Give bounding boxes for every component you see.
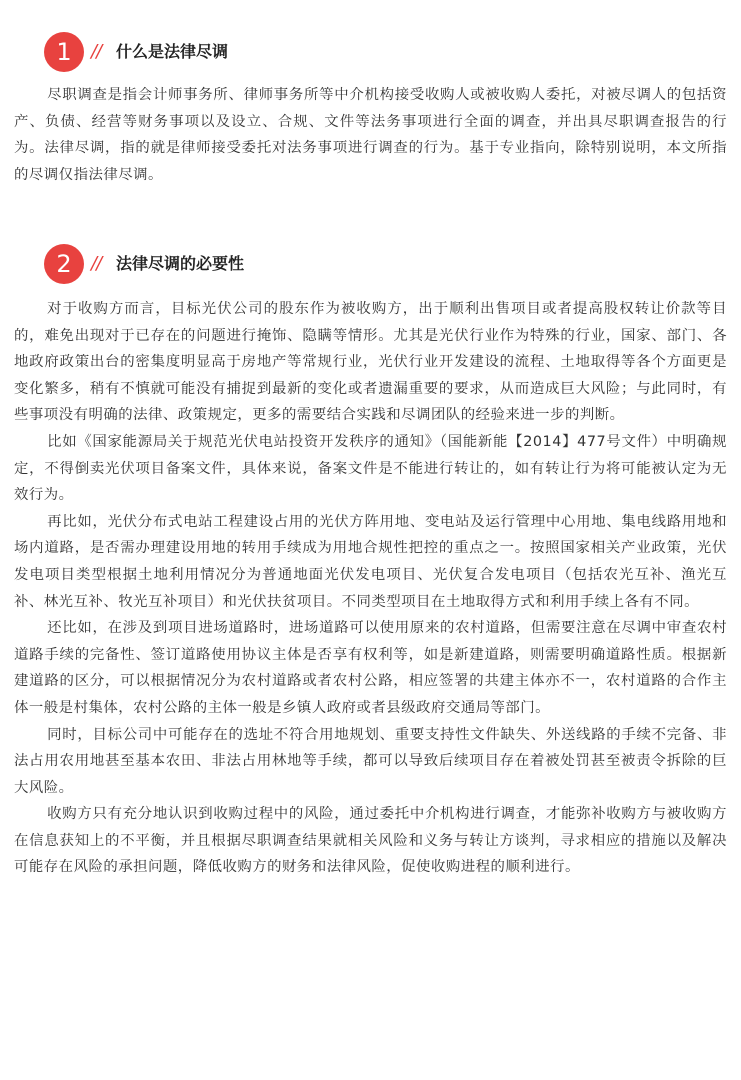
- section-body: [14, 296, 727, 881]
- section-body: [14, 82, 727, 188]
- section-what-is-legal-dd: [0, 32, 741, 188]
- paragraph: 还比如，在涉及到项目进场道路时，进场道路可以使用原来的农村道路，但需要注意在尽调中审查农村道路手续的完备性、签订道路使用协议主体是否享有权利等，如是新建道路，则需要明确道路性质。根据新建道路的区分，可以根据情况分为农村道路或者农村公路，相应签署的共建主体亦不一，农村道路的合作主体一般是村集体，农村公路的主体一般是乡镇人政府或者县级政府交通局等部门。: [14, 620, 727, 716]
- paragraph: 收购方只有充分地认识到收购过程中的风险，通过委托中介机构进行调查，才能弥补收购方与被收购方在信息获知上的不平衡，并且根据尽职调查结果就相关风险和义务与转让方谈判，寻求相应的措施以及解决可能存在风险的承担问题，降低收购方的财务和法律风险，促使收购进程的顺利进行。: [14, 806, 727, 876]
- section-title: 法律尽调的必要性: [116, 254, 245, 273]
- section-header: [44, 244, 741, 284]
- paragraph: 比如《国家能源局关于规范光伏电站投资开发秩序的通知》（国能新能【2014】477号文件）中明确规定，不得倒卖光伏项目备案文件，具体来说，备案文件是不能进行转让的，如有转让行为将可能被认定为无效行为。: [14, 433, 727, 504]
- paragraph: 再比如，光伏分布式电站工程建设占用的光伏方阵用地、变电站及运行管理中心用地、集电线路用地和场内道路，是否需办理建设用地的转用手续成为用地合规性把控的重点之一。按照国家相关产业政策，光伏发电项目类型根据土地利用情况分为普通地面光伏发电项目、光伏复合发电项目（包括农光互补、渔光互补、林光互补、牧光互补项目）和光伏扶贫项目。不同类型项目在土地取得方式和利用手续上各有不同。: [14, 513, 727, 610]
- section-necessity-of-legal-dd: [0, 244, 741, 881]
- paragraph: 对于收购方而言，目标光伏公司的股东作为被收购方，出于顺利出售项目或者提高股权转让价款等目的，难免出现对于已存在的问题进行掩饰、隐瞒等情形。尤其是光伏行业作为特殊的行业，国家、部门、各地政府政策出台的密集度明显高于房地产等常规行业，光伏行业开发建设的流程、土地取得等各个方面更是变化繁多，稍有不慎就可能没有捕捉到最新的变化或者遗漏重要的要求，从而造成巨大风险；与此同时，有些事项没有明确的法律、政策规定，更多的需要结合实践和尽调团队的经验来进一步的判断。: [14, 301, 727, 424]
- paragraph: 尽职调查是指会计师事务所、律师事务所等中介机构接受收购人或被收购人委托，对被尽调人的包括资产、负债、经营等财务事项以及设立、合规、文件等法务事项进行全面的调查，并出具尽职调查报告的行为。法律尽调，指的就是律师接受委托对法务事项进行调查的行为。基于专业指向，除特别说明，本文所指的尽调仅指法律尽调。: [14, 87, 727, 183]
- slash-divider-icon: //: [91, 253, 102, 274]
- section-title: 什么是法律尽调: [116, 42, 229, 61]
- section-header: [44, 32, 741, 72]
- slash-divider-icon: //: [91, 41, 102, 62]
- section-number-badge: 2: [44, 244, 84, 284]
- section-number-badge: 1: [44, 32, 84, 72]
- paragraph: 同时，目标公司中可能存在的选址不符合用地规划、重要支持性文件缺失、外送线路的手续不完备、非法占用农用地甚至基本农田、非法占用林地等手续，都可以导致后续项目存在着被处罚甚至被责令拆除的巨大风险。: [14, 726, 727, 796]
